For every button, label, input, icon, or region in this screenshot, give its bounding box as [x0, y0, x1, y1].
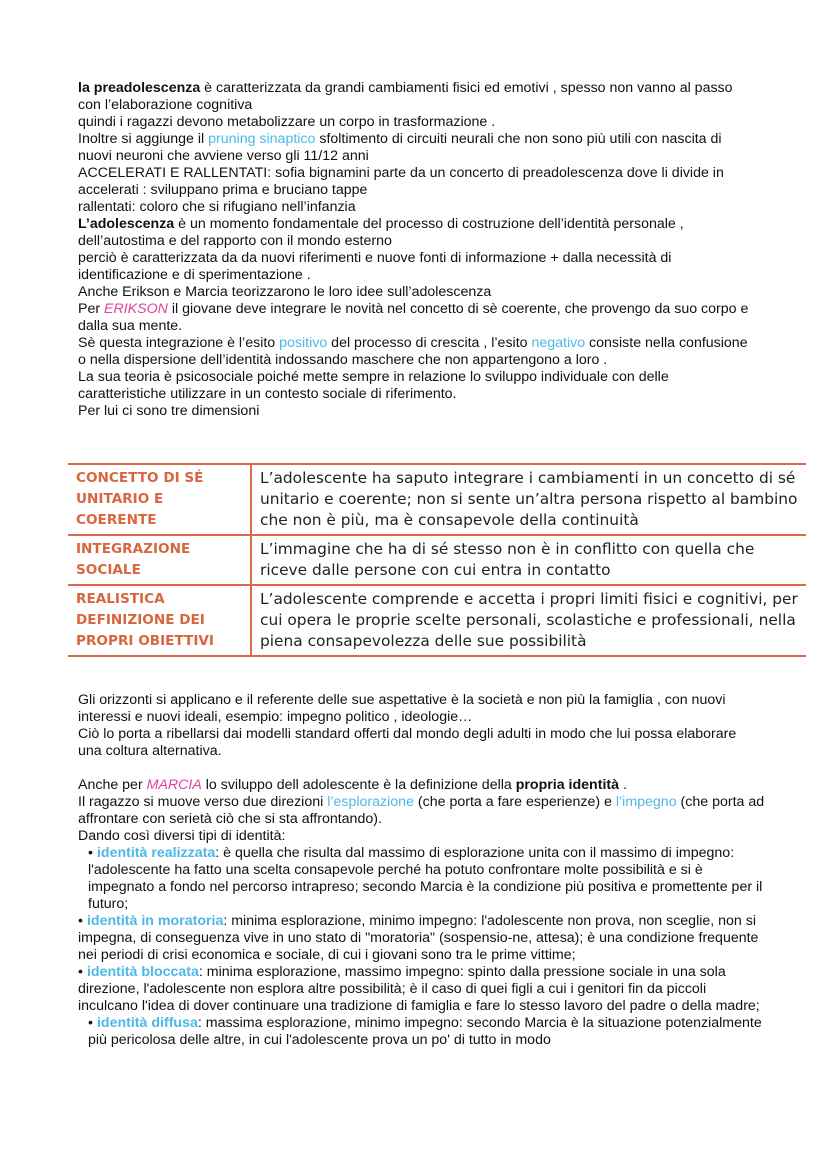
text: Inoltre si aggiunge il	[78, 131, 209, 147]
term-positivo: positivo	[279, 335, 328, 351]
text: (che porta a fare esperienze) e	[413, 794, 616, 810]
list-item	[78, 845, 768, 913]
bullet: •	[78, 913, 83, 929]
term-adolescenza: L’adolescenza	[78, 216, 175, 232]
name-erikson: ERIKSON	[104, 301, 168, 317]
text: (che porta ad affrontare con serietà ciò che si sta affrontando).	[78, 794, 765, 827]
identity-text: : minima esplorazione, minimo impegno: l'adolescente non prova, non sceglie, non si impegna, di conseguenza vive in uno stato di "moratoria" (sospensio-ne, attesa); è una condizione frequente nei periodi di crisi economica e sociale, di cui i giovani sono tra le prime vittime;	[78, 913, 759, 963]
bullet: •	[78, 964, 83, 980]
list-item	[78, 913, 768, 964]
table-row	[68, 535, 806, 585]
paragraph: La sua teoria è psicosociale poiché mette sempre in relazione lo sviluppo individuale con delle caratteristiche utilizzare in un contesto sociale di riferimento.	[78, 369, 669, 402]
text: Per	[78, 301, 105, 317]
table-row	[68, 585, 806, 656]
paragraph: Anche Erikson e Marcia teorizzarono le loro idee sull’adolescenza	[78, 284, 492, 300]
paragraph	[78, 335, 758, 369]
paragraph	[78, 216, 758, 250]
identity-name: identità realizzata	[96, 845, 216, 861]
paragraph: accelerati : sviluppano prima e bruciano tappe	[78, 182, 368, 198]
paragraph	[78, 80, 758, 114]
bullet: •	[88, 845, 93, 861]
paragraph: Per lui ci sono tre dimensioni	[78, 403, 260, 419]
text: è un momento fondamentale del processo di costruzione dell’identità personale , dell’autostima e del rapporto con il mondo esterno	[78, 216, 684, 249]
identity-list	[78, 845, 768, 1049]
row-label: INTEGRAZIONE SOCIALE	[68, 535, 251, 585]
identity-text: : è quella che risulta dal massimo di esplorazione unita con il massimo di impegno: l'adolescente ha fatto una scelta consapevole perché ha potuto confrontare molte possibilità e si è impegnato a fondo nel percorso intrapreso; secondo Marcia è la condizione più positiva e promettente per il futuro;	[88, 845, 763, 912]
term-impegno: l’impegno	[615, 794, 677, 810]
row-text: L’immagine che ha di sé stesso non è in conflitto con quella che riceve dalle persone con cui entra in contatto	[251, 535, 806, 585]
bullet: •	[88, 1015, 93, 1031]
paragraph: Dando così diversi tipi di identità:	[78, 828, 286, 844]
paragraph: Ciò lo porta a ribellarsi dai modelli standard offerti dal mondo degli adulti in modo che lui possa elaborare una coltura alternativa.	[78, 726, 737, 759]
text: Anche per	[78, 777, 147, 793]
term-esplorazione: l’esplorazione	[327, 794, 414, 810]
row-label: CONCETTO DI SÉ UNITARIO E COERENTE	[68, 464, 251, 535]
text: .	[619, 777, 627, 793]
paragraph	[78, 777, 768, 794]
text: sfoltimento di circuiti neurali che non sono più utili con nascita di nuovi neuroni che avviene verso gli 11/12 anni	[78, 131, 722, 164]
term-negativo: negativo	[531, 335, 586, 351]
list-item	[78, 964, 768, 1015]
section-horizons	[78, 692, 758, 760]
identity-name: identità diffusa	[96, 1015, 198, 1031]
identity-text: : massima esplorazione, minimo impegno: secondo Marcia è la situazione potenzialmente più pericolosa delle altre, in cui l'adolescente prova un po' di tutto in modo	[88, 1015, 762, 1048]
paragraph: rallentati: coloro che si rifugiano nell’infanzia	[78, 199, 356, 215]
text: Sè questa integrazione è l’esito	[78, 335, 280, 351]
identity-name: identità bloccata	[86, 964, 199, 980]
text: Il ragazzo si muove verso due direzioni	[78, 794, 328, 810]
text: del processo di crescita , l’esito	[327, 335, 532, 351]
text: è caratterizzata da grandi cambiamenti fisici ed emotivi , spesso non vanno al passo con l’elaborazione cognitiva	[78, 80, 733, 113]
term-propria-identita: propria identità	[515, 777, 619, 793]
identity-name: identità in moratoria	[86, 913, 224, 929]
paragraph	[78, 301, 758, 335]
paragraph	[78, 131, 758, 165]
paragraph: quindi i ragazzi devono metabolizzare un corpo in trasformazione .	[78, 114, 496, 130]
term-pruning: pruning sinaptico	[208, 131, 316, 147]
identity-text: : minima esplorazione, massimo impegno: spinto dalla pressione sociale in una sola direzione, l'adolescente non esplora altre possibilità; è il caso di quei figli a cui i genitori fin da piccoli inculcano l'idea di dover continuare una tradizione di famiglia e fare lo stesso lavoro del padre o della madre;	[78, 964, 760, 1014]
text: lo sviluppo dell adolescente è la definizione della	[201, 777, 516, 793]
row-text: L’adolescente comprende e accetta i propri limiti fisici e cognitivi, per cui opera le proprie scelte personali, scolastiche e professionali, nella piena consapevolezza delle sue possibilità	[251, 585, 806, 656]
text: consiste nella confusione o nella dispersione dell’identità indossando maschere che non appartengono a loro .	[78, 335, 748, 368]
table-row	[68, 464, 806, 535]
paragraph	[78, 794, 768, 828]
dimensions-table	[68, 463, 806, 657]
term-preadolescenza: la preadolescenza	[78, 80, 201, 96]
text: il giovane deve integrare le novità nel concetto di sè coerente, che provengo da suo corpo e dalla sua mente.	[78, 301, 749, 334]
section-preadolescence	[78, 80, 758, 420]
paragraph: ACCELERATI E RALLENTATI: sofia bignamini parte da un concerto di preadolescenza dove li divide in	[78, 165, 724, 181]
name-marcia: MARCIA	[146, 777, 202, 793]
row-label: REALISTICA DEFINIZIONE DEI PROPRI OBIETTIVI	[68, 585, 251, 656]
paragraph: Gli orizzonti si applicano e il referente delle sue aspettative è la società e non più la famiglia , con nuovi interessi e nuovi ideali, esempio: impegno politico , ideologie…	[78, 692, 726, 725]
section-marcia	[78, 777, 768, 1049]
list-item	[78, 1015, 768, 1049]
row-text: L’adolescente ha saputo integrare i cambiamenti in un concetto di sé unitario e coerente; non si sente un’altra persona rispetto al bambino che non è più, ma è consapevole della continuità	[260, 469, 798, 529]
paragraph: perciò è caratterizzata da da nuovi riferimenti e nuove fonti di informazione + dalla necessità di identificazione e di sperimentazione .	[78, 250, 672, 283]
